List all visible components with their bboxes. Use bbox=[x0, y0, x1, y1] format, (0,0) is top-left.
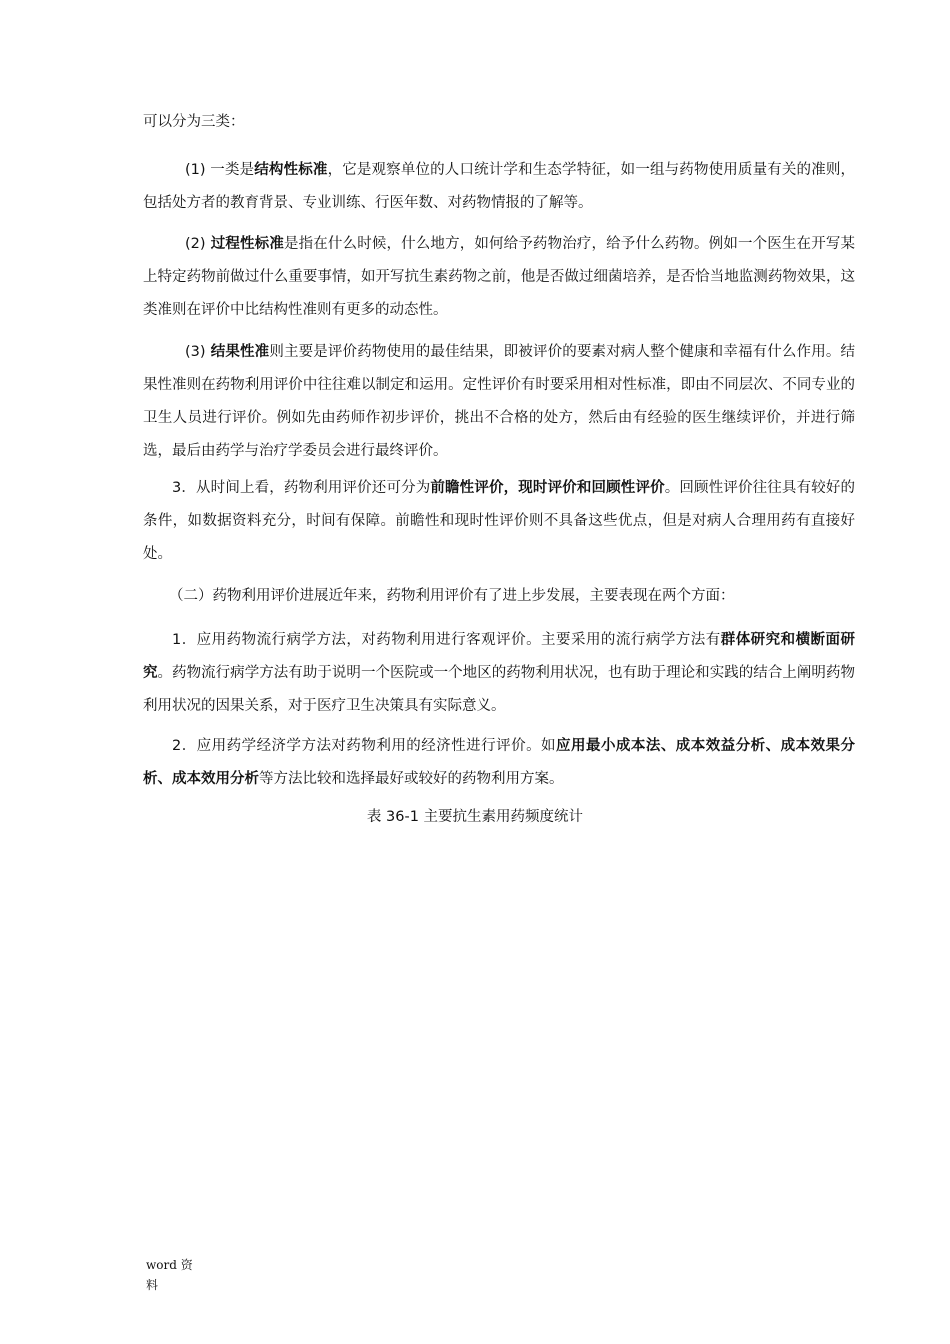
paragraph-text: ．从时间上看，药物利用评价还可分为 bbox=[181, 480, 431, 496]
item-number: (1) bbox=[185, 162, 206, 178]
caption-prefix: 表 bbox=[366, 809, 387, 825]
paragraph-text: 一类是 bbox=[205, 162, 255, 178]
caption-text: 主要抗生素用药频度统计 bbox=[418, 809, 584, 825]
section-heading-text: （二）药物利用评价进展近年来，药物利用评价有了进上步发展，主要表现在两个方面： bbox=[169, 588, 735, 604]
bold-term: 应用最小成本法、成本效益分析、成本效果分析、成本效用分析 bbox=[143, 738, 856, 787]
intro-text: 可以分为三类： bbox=[143, 114, 245, 130]
bold-term: 过程性标准 bbox=[205, 236, 284, 252]
paragraph-outcome-standard bbox=[143, 336, 855, 468]
paragraph-intro bbox=[143, 106, 855, 139]
item-number: (2) bbox=[185, 236, 206, 252]
bold-term: 结果性准 bbox=[205, 344, 270, 360]
paragraph-text: ，它是观察单位的人口统计学和生态学特征，如一组与药物使用质量有关的准则，包括处方者的教育背景、专业训练、行医年数、对药物情报的了解等。 bbox=[143, 162, 856, 211]
paragraph-process-standard bbox=[143, 228, 855, 327]
bold-term: 前瞻性评价，现时评价和回顾性评价 bbox=[430, 480, 665, 496]
table-caption bbox=[0, 802, 950, 832]
footer-line: word 资 bbox=[146, 1258, 193, 1272]
item-number: 3 bbox=[172, 480, 182, 496]
item-number: 2 bbox=[172, 738, 182, 754]
bold-term: 群体研究和横断面研究 bbox=[143, 632, 855, 681]
item-number: (3) bbox=[185, 344, 206, 360]
paragraph-text: ．应用药学经济学方法对药物利用的经济性进行评价。如 bbox=[181, 738, 557, 754]
paragraph-text: ．应用药物流行病学方法，对药物利用进行客观评价。主要采用的流行病学方法有 bbox=[181, 632, 721, 648]
paragraph-text: 。回顾性评价往往具有较好的条件，如数据资料充分，时间有保障。前瞻性和现时性评价则不具备这些优点，但是对病人合理用药有直接好处。 bbox=[143, 480, 856, 562]
paragraph-text: 。药物流行病学方法有助于说明一个医院或一个地区的药物利用状况，也有助于理论和实践的结合上阐明药物利用状况的因果关系，对于医疗卫生决策具有实际意义。 bbox=[143, 665, 855, 714]
footer-line: 料 bbox=[146, 1278, 159, 1292]
caption-number: 36-1 bbox=[386, 809, 419, 825]
paragraph-pharmacoeconomics bbox=[143, 730, 855, 796]
paragraph-text: 等方法比较和选择最好或较好的药物利用方案。 bbox=[259, 771, 564, 787]
paragraph-text: 则主要是评价药物使用的最佳结果，即被评价的要素对病人整个健康和幸福有什么作用。结果性准则在药物利用评价中往往难以制定和运用。定性评价有时要采用相对性标准，即由不同层次、不同专业的卫生人员进行评价。例如先由药师作初步评价，挑出不合格的处方，然后由有经验的医生继续评价，并进行筛选，最后由药学与治疗学委员会进行最终评价。 bbox=[143, 344, 855, 459]
paragraph-epidemiology bbox=[143, 624, 855, 723]
paragraph-section-two bbox=[143, 580, 855, 613]
page-footer bbox=[146, 1255, 206, 1295]
paragraph-text: 是指在什么时候，什么地方，如何给予药物治疗，给予什么药物。例如一个医生在开写某上特定药物前做过什么重要事情，如开写抗生素药物之前，他是否做过细菌培养，是否恰当地监测药物效果，这类准则在评价中比结构性准则有更多的动态性。 bbox=[143, 236, 855, 318]
item-number: 1 bbox=[172, 632, 182, 648]
bold-term: 结构性标准 bbox=[254, 162, 328, 178]
paragraph-time-evaluation bbox=[143, 472, 855, 571]
paragraph-structural-standard bbox=[143, 154, 855, 220]
